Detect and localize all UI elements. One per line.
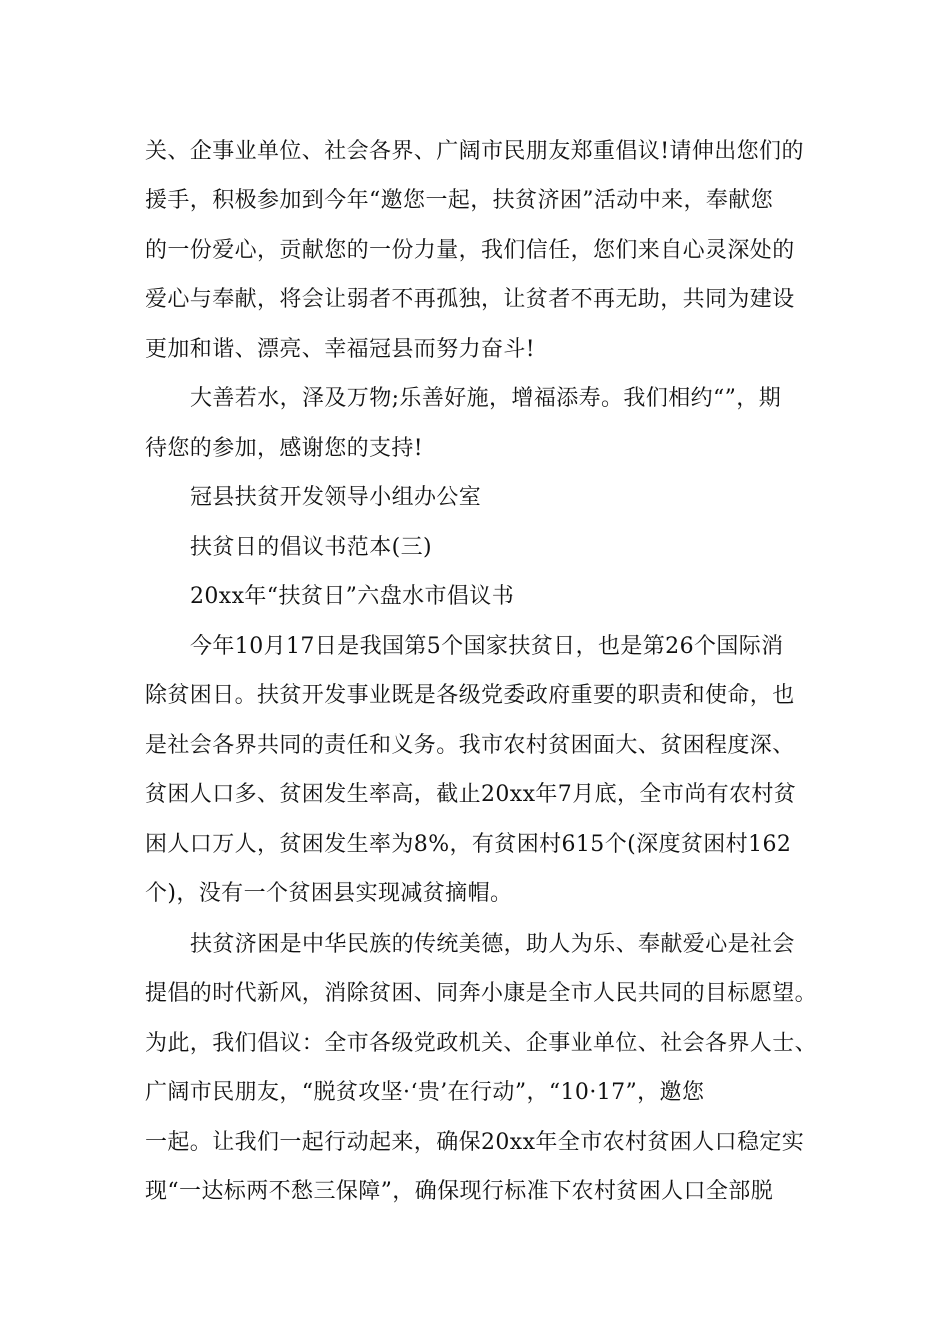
text-line: 个)，没有一个贫困县实现减贫摘帽。 — [145, 881, 513, 906]
text-line: 一起。让我们一起行动起来，确保20xx年全市农村贫困人口稳定实 — [145, 1130, 805, 1155]
text-line: 困人口万人，贫困发生率为8%，有贫困村615个(深度贫困村162 — [145, 832, 792, 857]
signature-line: 冠县扶贫开发领导小组办公室 — [190, 485, 482, 510]
text-line: 是社会各界共同的责任和义务。我市农村贫困面大、贫困程度深、 — [145, 733, 795, 758]
text-line: 待您的参加，感谢您的支持! — [145, 436, 424, 461]
text-line: 扶贫济困是中华民族的传统美德，助人为乐、奉献爱心是社会 — [190, 932, 795, 957]
text-line: 除贫困日。扶贫开发事业既是各级党委政府重要的职责和使命，也 — [145, 683, 795, 708]
text-line: 大善若水，泽及万物;乐善好施，增福添寿。我们相约“”，期 — [190, 386, 782, 411]
section-title: 扶贫日的倡议书范本(三) — [190, 535, 432, 560]
text-line: 的一份爱心，贡献您的一份力量，我们信任，您们来自心灵深处的 — [145, 238, 795, 263]
text-line: 提倡的时代新风，消除贫困、同奔小康是全市人民共同的目标愿望。 — [145, 981, 818, 1006]
text-line: 援手，积极参加到今年“邀您一起，扶贫济困”活动中来，奉献您 — [145, 188, 774, 213]
text-line: 爱心与奉献，将会让弱者不再孤独，让贫者不再无助，共同为建设 — [145, 287, 795, 312]
text-line: 广阔市民朋友，“脱贫攻坚·‘贵’在行动”，“10·17”，邀您 — [145, 1080, 705, 1105]
text-line: 贫困人口多、贫困发生率高，截止20xx年7月底，全市尚有农村贫 — [145, 782, 797, 807]
text-line: 今年10月17日是我国第5个国家扶贫日，也是第26个国际消 — [190, 634, 784, 659]
text-line: 为此，我们倡议：全市各级党政机关、企事业单位、社会各界人士、 — [145, 1031, 818, 1056]
text-line: 更加和谐、漂亮、幸福冠县而努力奋斗! — [145, 337, 536, 362]
text-line: 关、企事业单位、社会各界、广阔市民朋友郑重倡议!请伸出您们的 — [145, 139, 804, 164]
text-line: 现“一达标两不愁三保障”，确保现行标准下农村贫困人口全部脱 — [145, 1179, 774, 1204]
document-title: 20xx年“扶贫日”六盘水市倡议书 — [190, 584, 515, 609]
